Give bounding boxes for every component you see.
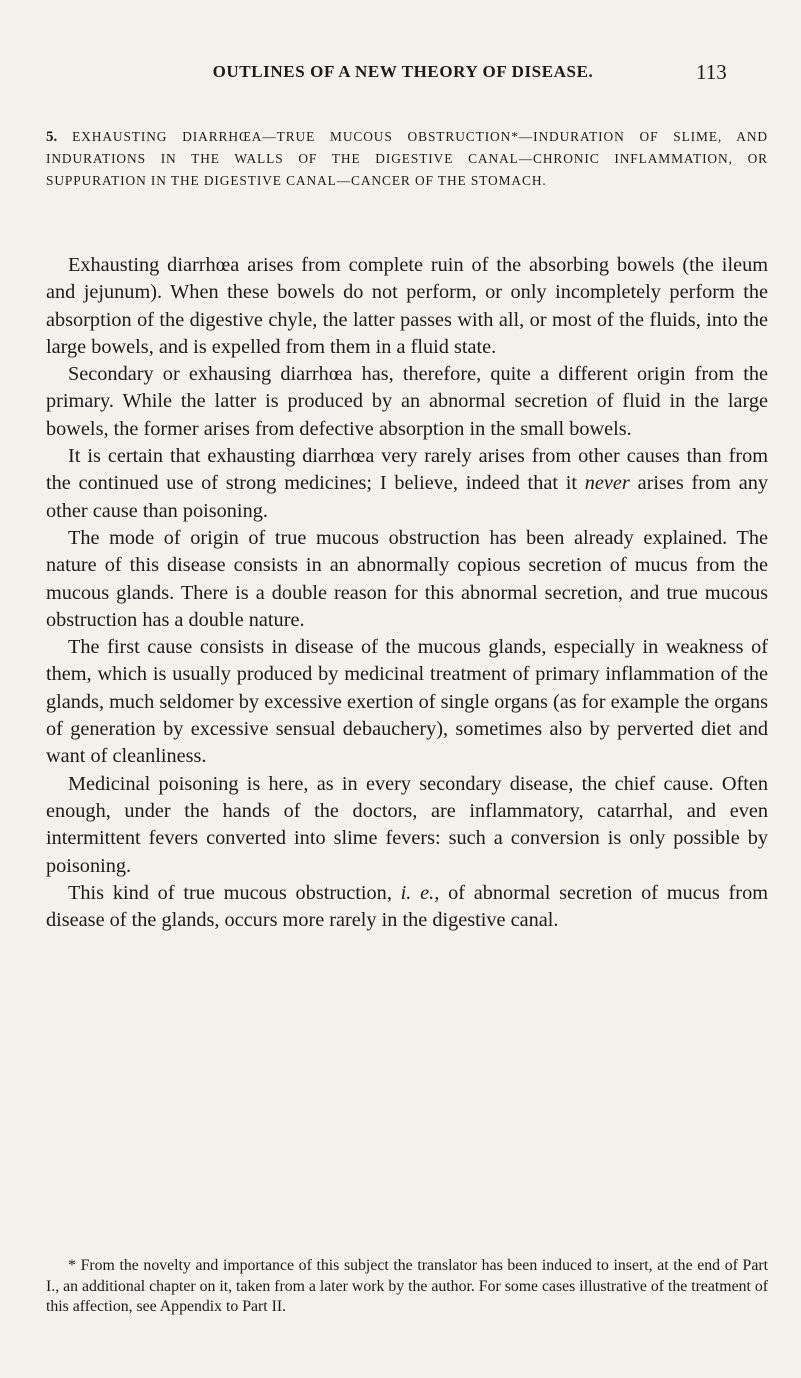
paragraph-text: The mode of origin of true mucous obstruction has been already explained. The nature of this disease consists in an abnormally copious secretion of mucus from the mucous glands. There is a double reason for this abnormal secretion, and true mucous obstruction has a double nature.: [46, 526, 768, 631]
footnote: [46, 1256, 768, 1318]
paragraph: [46, 634, 768, 770]
paragraph-text: of abnormal secretion of mucus from disease of the glands, occurs more rarely in the digestive canal.: [46, 881, 768, 932]
paragraph: [46, 443, 768, 525]
page-number: 113: [696, 60, 727, 84]
paragraph-text: Exhausting diarrhœa arises from complete ruin of the absorbing bowels (the ileum and jejunum). When these bowels do not perform, or only incompletely perform the absorption of the digestive chyle, the latter passes with all, or most of the fluids, into the large bowels, and is expelled from them in a fluid state.: [46, 254, 768, 358]
section-heading-text: EXHAUSTING DIARRHŒA—TRUE MUCOUS OBSTRUCTION*—INDURATION OF SLIME, AND INDURATIONS IN THE WALLS OF THE DIGESTIVE CANAL—CHRONIC INFLAMMATION, OR SUPPURATION IN THE DIGESTIVE CANAL—CANCER OF THE STOMACH.: [46, 129, 768, 188]
paragraph: [46, 361, 768, 443]
running-title: OUTLINES OF A NEW THEORY OF DISEASE.: [212, 62, 594, 81]
paragraph: [46, 525, 768, 634]
emphasis-text: i. e.,: [400, 881, 440, 904]
paragraph: [46, 252, 768, 361]
paragraph-text: Secondary or exhausing diarrhœa has, therefore, quite a different origin from the primary. While the latter is produced by an abnormal secretion of fluid in the large bowels, the former arises from defective absorption in the small bowels.: [46, 363, 768, 440]
running-head: [0, 60, 801, 90]
paragraph: [46, 880, 768, 935]
paragraph-text: Medicinal poisoning is here, as in every secondary disease, the chief cause. Often enough, under the hands of the doctors, are inflammatory, catarrhal, and even intermittent fevers converted into slime fevers: such a conversion is only possible by poisoning.: [46, 772, 768, 877]
section-number: 5.: [46, 129, 58, 145]
section-heading: [46, 126, 768, 192]
paragraph-text: The first cause consists in disease of the mucous glands, especially in weakness of them, which is usually produced by medicinal treatment of primary inflammation of the glands, much seldomer by excessive exertion of single organs (as for example the organs of generation by excessive sensual debauchery), sometimes also by perverted diet and want of cleanliness.: [46, 636, 768, 768]
paragraph-text: This kind of true mucous obstruction,: [68, 881, 401, 904]
paragraph: [46, 771, 768, 880]
paragraph-text: arises from any other cause than poisoning.: [46, 472, 768, 522]
paragraph-text: It is certain that exhausting diarrhœa very rarely arises from other causes than from the continued use of strong medicines; I believe, indeed that it: [46, 445, 768, 495]
body-text: [46, 252, 768, 934]
emphasis-text: never: [584, 472, 630, 495]
footnote-text: * From the novelty and importance of this subject the translator has been induced to insert, at the end of Part I., an additional chapter on it, taken from a later work by the author. For some cases illustrative of the treatment of this affection, see Appendix to Part II.: [46, 1257, 768, 1315]
